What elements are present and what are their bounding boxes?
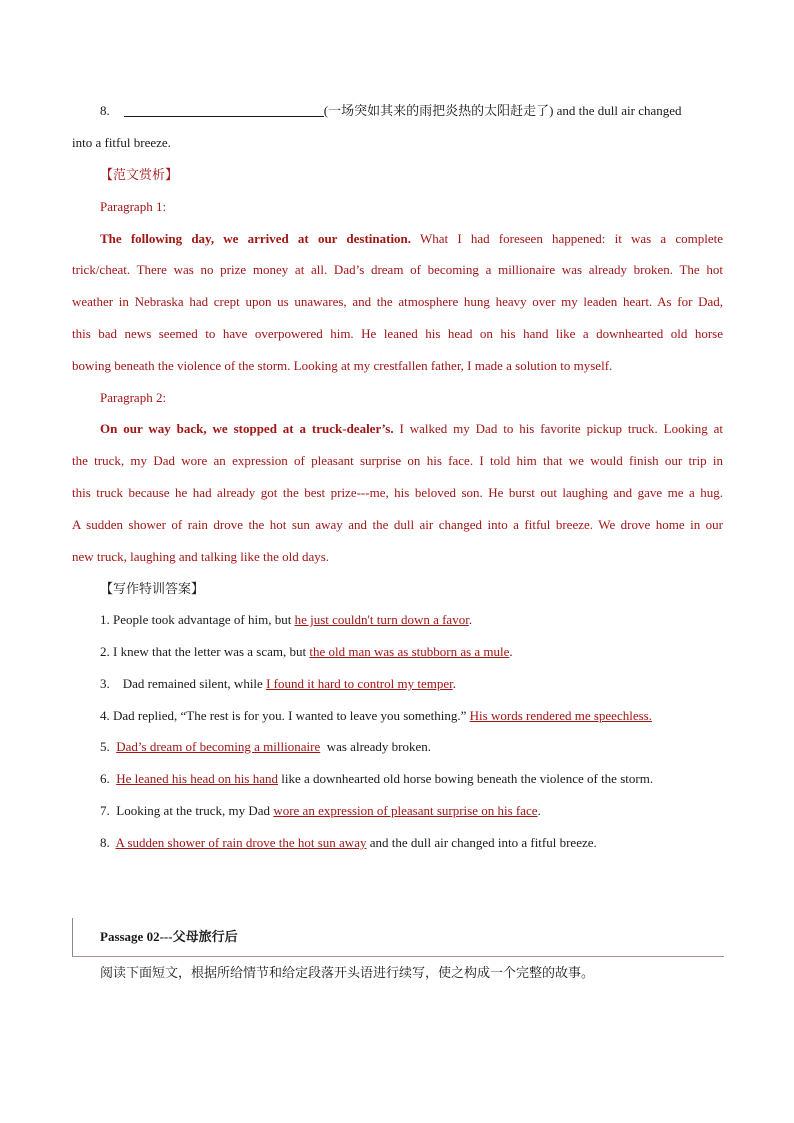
question-8-continuation: into a fitful breeze. [72,135,171,150]
answer-6 [100,770,723,788]
passage-title: Passage 02---父母旅行后 [100,929,238,944]
answer-text: 2. I knew that the letter was a scam, but [100,644,310,659]
answer-8 [100,834,723,852]
paragraph-1-line-1 [100,230,723,248]
paragraph-1-line-2: trick/cheat. There was no prize money at all. Dad’s dream of becoming a millionaire was already broken. The hot [72,262,723,277]
answer-key: wore an expression of pleasant surprise on his face [273,803,538,818]
paragraph-2-opener: On our way back, we stopped at a truck-dealer’s. [100,421,394,436]
passage-section-header [72,918,724,957]
question-8-hint: (一场突如其来的雨把炎热的太阳赶走了) and the dull air changed [323,103,682,118]
question-8-line [100,102,723,120]
question-8-number: 8. [100,103,110,118]
passage-instruction: 阅读下面短文，根据所给情节和给定段落开头语进行续写，使之构成一个完整的故事。 [100,965,595,980]
answer-text: . [509,644,513,659]
model-essay-heading: 【范文赏析】 [100,167,179,182]
answers-heading: 【写作特训答案】 [100,581,205,596]
answer-2 [100,643,723,661]
paragraph-2-label: Paragraph 2: [100,390,167,405]
answer-text: and the dull air changed into a fitful breeze. [366,835,597,850]
answer-key: He leaned his head on his hand [116,771,278,786]
answer-key: Dad’s dream of becoming a millionaire [116,739,321,754]
answer-key: the old man was as stubborn as a mule [309,644,510,659]
answer-text: 1. People took advantage of him, but [100,612,295,627]
paragraph-2-line-2: the truck, my Dad wore an expression of pleasant surprise on his face. I told him that we would finish our trip in [72,453,723,468]
answer-blank[interactable] [124,103,324,117]
paragraph-1-label: Paragraph 1: [100,199,167,214]
answer-7 [100,802,723,820]
paragraph-2-line-4: A sudden shower of rain drove the hot sun away and the dull air changed into a fitful breeze. We drove home in our [72,517,723,532]
paragraph-2-line-1-rest: I walked my Dad to his favorite pickup truck. Looking at [393,421,724,436]
answer-text: like a downhearted old horse bowing beneath the violence of the storm. [277,771,654,786]
answer-5 [100,738,723,756]
answer-1 [100,611,723,629]
answer-text: 5. [100,739,117,754]
answer-key: I found it hard to control my temper [266,676,453,691]
paragraph-1-line-4: this bad news seemed to have overpowered him. He leaned his head on his hand like a downhearted old horse [72,326,723,341]
paragraph-2-line-3: this truck because he had already got the best prize---me, his beloved son. He burst out laughing and gave me a hug. [72,485,723,500]
answer-text: was already broken. [320,739,432,754]
answer-key: A sudden shower of rain drove the hot sun away [115,835,367,850]
paragraph-2-line-1 [100,420,723,438]
answer-text: . [537,803,541,818]
paragraph-2-line-5: new truck, laughing and talking like the old days. [72,549,330,564]
paragraph-1-opener: The following day, we arrived at our destination. [100,231,412,246]
answer-text: 3. Dad remained silent, while [100,676,267,691]
answer-key: His words rendered me speechless. [469,708,652,723]
answer-text: . [468,612,473,627]
answer-text: 4. Dad replied, “The rest is for you. I wanted to leave you something.” [100,708,470,723]
answer-key: he just couldn't turn down a favor [294,612,469,627]
answer-text: 6. [100,771,117,786]
answer-text: . [452,676,456,691]
paragraph-1-line-1-rest: What I had foreseen happened: it was a complete [411,231,723,246]
paragraph-1-line-5: bowing beneath the violence of the storm. Looking at my crestfallen father, I made a solution to myself. [72,358,613,373]
answer-text: 7. Looking at the truck, my Dad [100,803,274,818]
answer-4 [100,707,723,725]
answer-3 [100,675,723,693]
paragraph-1-line-3: weather in Nebraska had crept upon us unawares, and the atmosphere hung heavy over my leaden heart. As for Dad, [72,294,723,309]
answer-text: 8. [100,835,116,850]
